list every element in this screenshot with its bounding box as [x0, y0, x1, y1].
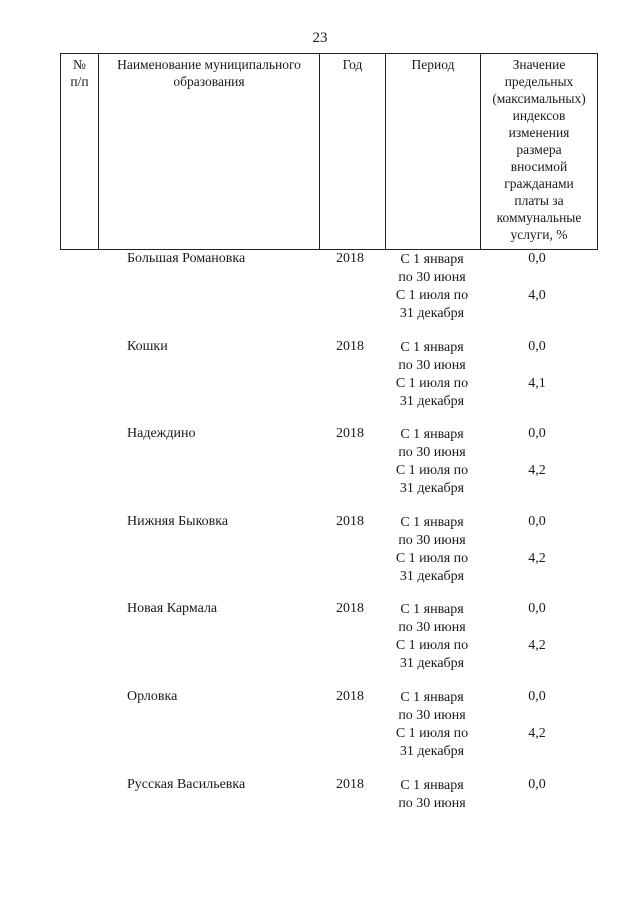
header-period	[386, 54, 481, 249]
period-text: С 1 января	[400, 777, 464, 793]
period-text: С 1 июля по	[395, 463, 469, 479]
municipality-name: Нижняя Быковка	[127, 513, 229, 529]
index-value: 0,0	[528, 426, 546, 442]
year-cell: 2018	[336, 513, 364, 529]
period-text: по 30 июня	[398, 795, 466, 811]
period-text: 31 декабря	[399, 306, 465, 321]
period-cell	[382, 339, 482, 411]
header-text: (максимальных)	[492, 91, 586, 106]
header-index-value	[481, 54, 597, 249]
year-cell: 2018	[336, 776, 364, 792]
table-row	[0, 251, 640, 339]
period-text: С 1 июля по	[395, 725, 469, 741]
table-row	[0, 689, 640, 777]
period-text: по 30 июня	[398, 445, 466, 461]
header-text: коммунальные	[496, 210, 582, 225]
period-text: по 30 июня	[398, 357, 466, 373]
municipality-name: Русская Васильевка	[127, 776, 246, 792]
municipality-name: Надеждино	[127, 426, 196, 442]
period-cell	[382, 514, 482, 586]
period-text: С 1 января	[400, 339, 464, 355]
header-text: п/п	[70, 74, 89, 89]
header-number	[61, 54, 99, 249]
header-text: платы за	[514, 193, 564, 208]
municipality-name: Большая Романовка	[127, 251, 246, 266]
period-text: 31 декабря	[399, 568, 465, 584]
header-text: Значение	[512, 57, 566, 72]
year-cell: 2018	[336, 426, 364, 442]
table-row	[0, 339, 640, 427]
header-text: гражданами	[504, 176, 574, 191]
header-municipality	[99, 54, 320, 249]
period-text: по 30 июня	[398, 270, 466, 285]
period-text: С 1 января	[400, 514, 464, 530]
period-text: 31 декабря	[399, 743, 465, 759]
table-header	[60, 53, 598, 250]
header-text: Год	[342, 57, 363, 72]
index-value: 4,2	[528, 638, 546, 654]
period-text: С 1 июля по	[395, 550, 469, 566]
table-body	[0, 251, 640, 864]
header-year	[320, 54, 386, 249]
header-text: предельных	[504, 74, 574, 89]
period-cell	[382, 251, 482, 323]
year-cell: 2018	[336, 601, 364, 617]
period-text: 31 декабря	[399, 656, 465, 672]
header-text: Наименование муниципального	[117, 57, 301, 72]
period-text: С 1 января	[400, 252, 464, 267]
header-text: образования	[173, 74, 245, 89]
period-cell	[382, 601, 482, 673]
period-text: 31 декабря	[399, 393, 465, 409]
table-row	[0, 777, 640, 865]
municipality-name: Новая Кармала	[127, 601, 218, 617]
period-cell	[382, 689, 482, 761]
period-cell	[382, 777, 482, 813]
index-value: 0,0	[528, 338, 546, 354]
index-value: 0,0	[528, 776, 546, 792]
header-text: услуги, %	[510, 227, 568, 242]
index-value: 4,1	[528, 375, 546, 391]
year-cell: 2018	[336, 338, 364, 354]
index-value: 0,0	[528, 251, 546, 266]
header-text: размера	[516, 142, 562, 157]
period-text: по 30 июня	[398, 707, 466, 723]
page-number: 23	[312, 30, 328, 46]
header-text: изменения	[508, 125, 570, 140]
index-value: 4,2	[528, 463, 546, 479]
index-value: 0,0	[528, 513, 546, 529]
period-text: С 1 января	[400, 602, 464, 618]
index-value: 4,2	[528, 725, 546, 741]
year-cell: 2018	[336, 688, 364, 704]
period-text: С 1 июля по	[395, 375, 469, 391]
index-value: 0,0	[528, 601, 546, 617]
period-text: 31 декабря	[399, 481, 465, 497]
period-text: С 1 января	[400, 427, 464, 443]
period-text: по 30 июня	[398, 620, 466, 636]
municipality-name: Кошки	[127, 338, 168, 354]
header-text: Период	[411, 57, 455, 72]
year-cell: 2018	[336, 251, 364, 266]
period-text: С 1 января	[400, 689, 464, 705]
header-text: индексов	[512, 108, 566, 123]
index-value: 4,0	[528, 288, 546, 303]
index-value: 0,0	[528, 688, 546, 704]
header-text: вносимой	[510, 159, 568, 174]
table-row	[0, 601, 640, 689]
header-text: №	[73, 57, 86, 72]
table-row	[0, 514, 640, 602]
period-cell	[382, 426, 482, 498]
index-value: 4,2	[528, 550, 546, 566]
period-text: С 1 июля по	[395, 638, 469, 654]
period-text: С 1 июля по	[395, 288, 469, 303]
table-row	[0, 426, 640, 514]
municipality-name: Орловка	[127, 688, 178, 704]
period-text: по 30 июня	[398, 532, 466, 548]
